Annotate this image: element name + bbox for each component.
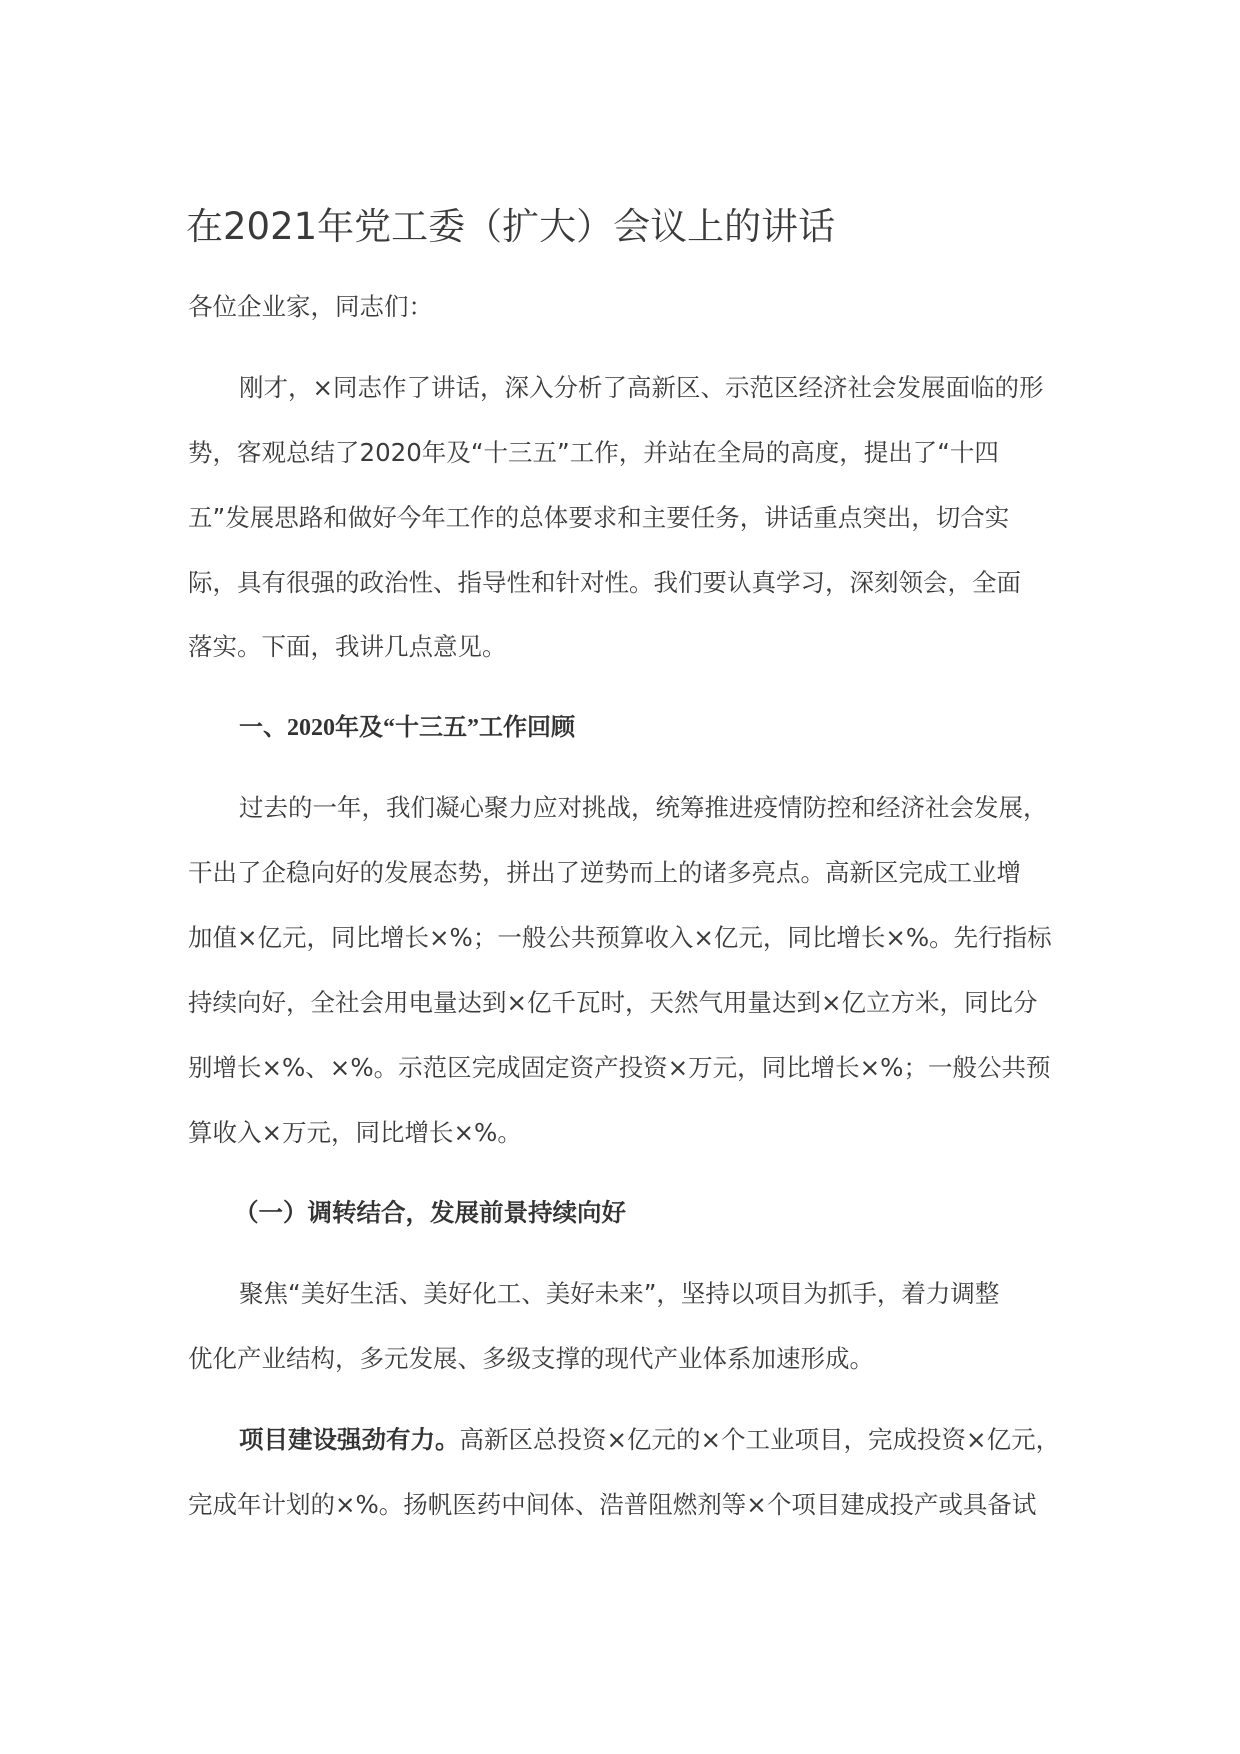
- paragraph-line: 持续向好，全社会用电量达到×亿千瓦时，天然气用量达到×亿立方米，同比分: [188, 988, 1038, 1017]
- paragraph-line: 算收入×万元，同比增长×%。: [188, 1118, 522, 1147]
- paragraph-line: 际，具有很强的政治性、指导性和针对性。我们要认真学习，深刻领会，全面: [188, 568, 1021, 597]
- paragraph-line: 干出了企稳向好的发展态势，拼出了逆势而上的诸多亮点。高新区完成工业增: [188, 858, 1021, 887]
- paragraph-line: 别增长×%、×%。示范区完成固定资产投资×万元，同比增长×%；一般公共预: [188, 1053, 1051, 1082]
- salutation: 各位企业家，同志们：: [188, 292, 433, 321]
- subsection-heading: （一）调转结合，发展前景持续向好: [234, 1198, 626, 1227]
- paragraph-line: 过去的一年，我们凝心聚力应对挑战，统筹推进疫情防控和经济社会发展，: [239, 793, 1048, 822]
- paragraph-text: 高新区总投资×亿元的×个工业项目，完成投资×亿元，: [459, 1425, 1061, 1454]
- paragraph-line: 聚焦“美好生活、美好化工、美好未来”，坚持以项目为抓手，着力调整: [239, 1279, 1000, 1308]
- section-heading: 一、2020年及“十三五”工作回顾: [239, 715, 575, 741]
- paragraph-line: 加值×亿元，同比增长×%；一般公共预算收入×亿元，同比增长×%。先行指标: [188, 923, 1052, 952]
- paragraph-line: 完成年计划的×%。扬帆医药中间体、浩普阻燃剂等×个项目建成投产或具备试: [188, 1490, 1037, 1519]
- paragraph-line: 刚才，×同志作了讲话，深入分析了高新区、示范区经济社会发展面临的形: [239, 373, 1044, 402]
- paragraph-line: 优化产业结构，多元发展、多级支撑的现代产业体系加速形成。: [188, 1344, 874, 1373]
- paragraph-line: 五”发展思路和做好今年工作的总体要求和主要任务，讲话重点突出，切合实: [188, 503, 1010, 532]
- paragraph-line: [188, 1423, 1119, 1457]
- paragraph-line: 势，客观总结了2020年及“十三五”工作，并站在全局的高度，提出了“十四: [188, 438, 999, 467]
- paragraph-line: 落实。下面，我讲几点意见。: [188, 632, 507, 661]
- document-title: 在2021年党工委（扩大）会议上的讲话: [186, 205, 836, 248]
- paragraph-lead: 项目建设强劲有力。: [239, 1425, 460, 1454]
